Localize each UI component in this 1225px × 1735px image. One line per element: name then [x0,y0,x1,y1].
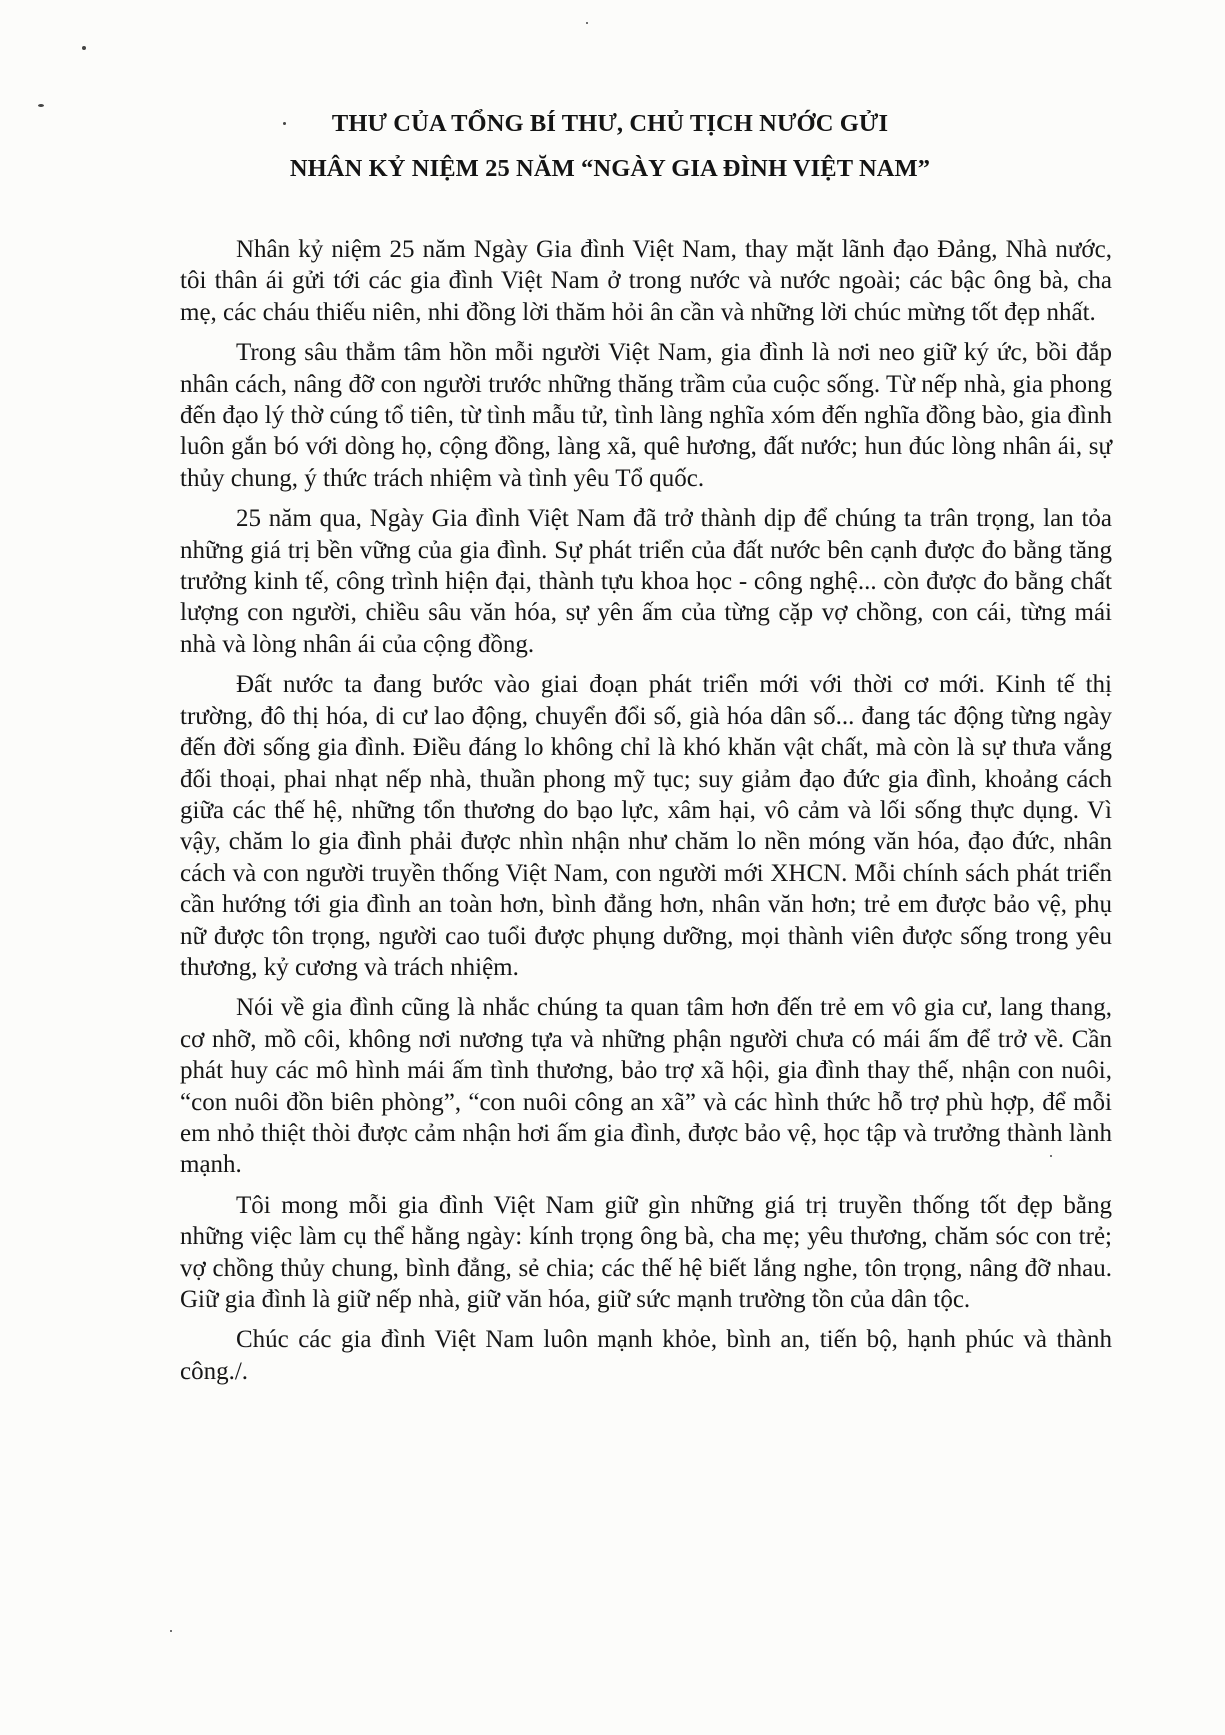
paragraph-6: Tôi mong mỗi gia đình Việt Nam giữ gìn những giá trị truyền thống tốt đẹp bằng những việc làm cụ thể hằng ngày: kính trọng ông bà, cha mẹ; yêu thương, chăm sóc con trẻ; vợ chồng thủy chung, bình đẳng, sẻ chia; các thế hệ biết lắng nghe, tôn trọng, nâng đỡ nhau. Giữ gia đình là giữ nếp nhà, giữ văn hóa, giữ sức mạnh trường tồn của dân tộc. [180,1191,1112,1313]
scan-speck [170,1630,172,1632]
paragraph-7: Chúc các gia đình Việt Nam luôn mạnh khỏe, bình an, tiến bộ, hạnh phúc và thành công./. [180,1326,1112,1385]
paragraph-1: Nhân kỷ niệm 25 năm Ngày Gia đình Việt Nam, thay mặt lãnh đạo Đảng, Nhà nước, tôi thân ái gửi tới các gia đình Việt Nam ở trong nước và nước ngoài; các bậc ông bà, cha mẹ, các cháu thiếu niên, nhi đồng lời thăm hỏi ân cần và những lời chúc mừng tốt đẹp nhất. [180,236,1112,326]
paragraph-2: Trong sâu thẳm tâm hồn mỗi người Việt Nam, gia đình là nơi neo giữ ký ức, bồi đắp nhân cách, nâng đỡ con người trước những thăng trầm của cuộc sống. Từ nếp nhà, gia phong đến đạo lý thờ cúng tổ tiên, từ tình mẫu tử, tình làng nghĩa xóm đến nghĩa đồng bào, gia đình luôn gắn bó với dòng họ, cộng đồng, làng xã, quê hương, đất nước; hun đúc lòng nhân ái, sự thủy chung, ý thức trách nhiệm và tình yêu Tổ quốc. [180,339,1112,492]
scan-speck [82,46,86,50]
scan-speck [586,22,588,24]
title-line-1: THƯ CỦA TỔNG BÍ THƯ, CHỦ TỊCH NƯỚC GỬI [331,110,889,137]
title-line-2: NHÂN KỶ NIỆM 25 NĂM “NGÀY GIA ĐÌNH VIỆT NAM” [289,155,931,182]
letter-title [200,101,1020,191]
paragraph-5: Nói về gia đình cũng là nhắc chúng ta quan tâm hơn đến trẻ em vô gia cư, lang thang, cơ nhỡ, mồ côi, không nơi nương tựa và những phận người chưa có mái ấm để trở về. Cần phát huy các mô hình mái ấm tình thương, bảo trợ xã hội, gia đình thay thế, nhận con nuôi, “con nuôi đồn biên phòng”, “con nuôi công an xã” và các hình thức hỗ trợ phù hợp, để mỗi em nhỏ thiệt thòi được cảm nhận hơi ấm gia đình, được bảo vệ, học tập và trưởng thành lành mạnh. [180,994,1112,1179]
paragraph-4: Đất nước ta đang bước vào giai đoạn phát triển mới với thời cơ mới. Kinh tế thị trường, đô thị hóa, di cư lao động, chuyển đổi số, già hóa dân số... đang tác động từng ngày đến đời sống gia đình. Điều đáng lo không chỉ là khó khăn vật chất, mà còn là sự thưa vắng đối thoại, phai nhạt nếp nhà, thuần phong mỹ tục; suy giảm đạo đức gia đình, khoảng cách giữa các thế hệ, những tổn thương do bạo lực, xâm hại, vô cảm và lối sống thực dụng. Vì vậy, chăm lo gia đình phải được nhìn nhận như chăm lo nền móng văn hóa, đạo đức, nhân cách và con người truyền thống Việt Nam, con người mới XHCN. Mỗi chính sách phát triển cần hướng tới gia đình an toàn hơn, bình đẳng hơn, nhân văn hơn; trẻ em được bảo vệ, phụ nữ được tôn trọng, người cao tuổi được phụng dưỡng, mọi thành viên được sống trong yêu thương, kỷ cương và trách nhiệm. [180,671,1112,981]
paragraph-3: 25 năm qua, Ngày Gia đình Việt Nam đã trở thành dịp để chúng ta trân trọng, lan tỏa những giá trị bền vững của gia đình. Sự phát triển của đất nước bên cạnh được đo bằng tăng trưởng kinh tế, công trình hiện đại, thành tựu khoa học - công nghệ... còn được đo bằng chất lượng con người, chiều sâu văn hóa, sự yên ấm của từng cặp vợ chồng, con cái, từng mái nhà và lòng nhân ái của cộng đồng. [180,505,1112,658]
scan-speck [38,104,44,107]
letter-body [180,234,1112,1396]
